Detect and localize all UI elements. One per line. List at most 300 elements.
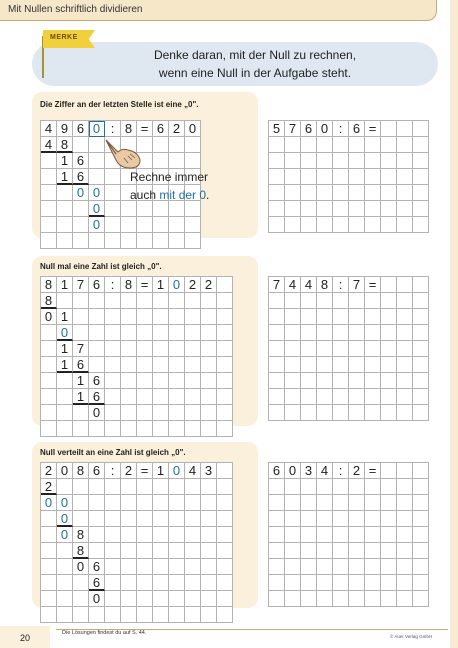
grid-cell bbox=[105, 357, 121, 373]
grid-cell[interactable] bbox=[301, 325, 317, 341]
grid-cell[interactable] bbox=[269, 479, 285, 495]
grid-cell[interactable] bbox=[301, 527, 317, 543]
grid-cell[interactable] bbox=[349, 575, 365, 591]
grid-cell[interactable] bbox=[285, 559, 301, 575]
grid-cell[interactable] bbox=[365, 405, 381, 421]
grid-cell[interactable] bbox=[381, 575, 397, 591]
grid-cell[interactable] bbox=[349, 217, 365, 233]
grid-cell[interactable] bbox=[413, 527, 429, 543]
grid-cell[interactable] bbox=[285, 575, 301, 591]
grid-cell[interactable] bbox=[333, 357, 349, 373]
grid-cell[interactable] bbox=[333, 341, 349, 357]
grid-cell[interactable] bbox=[365, 591, 381, 607]
grid-cell[interactable] bbox=[285, 511, 301, 527]
grid-cell bbox=[169, 293, 185, 309]
grid-cell[interactable] bbox=[381, 405, 397, 421]
grid-cell[interactable] bbox=[349, 357, 365, 373]
grid-cell[interactable] bbox=[333, 153, 349, 169]
grid-cell[interactable] bbox=[317, 527, 333, 543]
grid-cell[interactable] bbox=[285, 405, 301, 421]
grid-cell[interactable] bbox=[397, 201, 413, 217]
grid-cell bbox=[137, 309, 153, 325]
grid-cell bbox=[105, 405, 121, 421]
grid-cell[interactable] bbox=[269, 169, 285, 185]
grid-cell[interactable] bbox=[413, 591, 429, 607]
grid-cell[interactable] bbox=[301, 137, 317, 153]
grid-cell[interactable] bbox=[365, 309, 381, 325]
grid-cell[interactable] bbox=[317, 137, 333, 153]
grid-cell[interactable] bbox=[365, 201, 381, 217]
grid-cell[interactable] bbox=[365, 341, 381, 357]
grid-cell[interactable] bbox=[397, 591, 413, 607]
grid-cell bbox=[169, 511, 185, 527]
grid-cell[interactable] bbox=[269, 309, 285, 325]
grid-cell[interactable] bbox=[285, 169, 301, 185]
grid-cell[interactable] bbox=[333, 559, 349, 575]
grid-cell[interactable] bbox=[333, 217, 349, 233]
grid-cell[interactable] bbox=[269, 543, 285, 559]
grid-cell[interactable] bbox=[381, 495, 397, 511]
grid-cell[interactable] bbox=[381, 325, 397, 341]
grid-cell[interactable] bbox=[381, 373, 397, 389]
grid-cell[interactable] bbox=[285, 479, 301, 495]
grid-cell[interactable] bbox=[413, 217, 429, 233]
grid-cell[interactable] bbox=[285, 309, 301, 325]
grid-cell[interactable] bbox=[317, 341, 333, 357]
grid-cell[interactable] bbox=[349, 559, 365, 575]
grid-cell[interactable] bbox=[317, 495, 333, 511]
grid-cell bbox=[73, 607, 89, 623]
grid-cell: 2 bbox=[121, 463, 137, 479]
grid-cell[interactable] bbox=[285, 137, 301, 153]
grid-cell[interactable] bbox=[349, 591, 365, 607]
grid-cell[interactable] bbox=[349, 325, 365, 341]
grid-cell[interactable] bbox=[333, 185, 349, 201]
grid-cell[interactable] bbox=[349, 389, 365, 405]
grid-cell[interactable] bbox=[397, 479, 413, 495]
grid-cell[interactable] bbox=[397, 153, 413, 169]
grid-cell[interactable] bbox=[413, 341, 429, 357]
grid-cell[interactable]: 6 bbox=[301, 121, 317, 137]
grid-cell[interactable] bbox=[317, 559, 333, 575]
grid-cell[interactable] bbox=[317, 511, 333, 527]
grid-cell bbox=[201, 575, 217, 591]
grid-cell[interactable] bbox=[381, 217, 397, 233]
grid-cell bbox=[73, 575, 89, 591]
section-3-exercise-grid[interactable] bbox=[268, 462, 429, 607]
grid-cell bbox=[41, 591, 57, 607]
grid-cell bbox=[201, 527, 217, 543]
grid-cell[interactable] bbox=[397, 405, 413, 421]
grid-cell[interactable] bbox=[381, 527, 397, 543]
grid-cell[interactable] bbox=[381, 591, 397, 607]
grid-cell bbox=[121, 527, 137, 543]
grid-cell bbox=[89, 357, 105, 373]
grid-cell[interactable] bbox=[381, 185, 397, 201]
grid-cell: : bbox=[105, 121, 121, 137]
grid-cell[interactable] bbox=[365, 543, 381, 559]
grid-cell[interactable] bbox=[381, 389, 397, 405]
grid-cell[interactable] bbox=[333, 389, 349, 405]
grid-cell[interactable] bbox=[285, 373, 301, 389]
grid-cell[interactable] bbox=[381, 277, 397, 293]
grid-cell[interactable] bbox=[413, 575, 429, 591]
grid-cell[interactable] bbox=[397, 185, 413, 201]
grid-cell[interactable] bbox=[301, 479, 317, 495]
grid-cell[interactable] bbox=[397, 389, 413, 405]
grid-cell[interactable] bbox=[269, 405, 285, 421]
grid-cell: 1 bbox=[57, 341, 73, 357]
grid-cell[interactable] bbox=[269, 575, 285, 591]
grid-cell[interactable]: : bbox=[333, 277, 349, 293]
grid-cell[interactable] bbox=[349, 169, 365, 185]
grid-cell[interactable] bbox=[413, 325, 429, 341]
grid-cell[interactable] bbox=[317, 591, 333, 607]
grid-cell bbox=[137, 373, 153, 389]
grid-cell bbox=[137, 233, 153, 249]
grid-cell[interactable] bbox=[413, 543, 429, 559]
grid-cell[interactable] bbox=[413, 559, 429, 575]
grid-cell[interactable] bbox=[317, 185, 333, 201]
grid-cell[interactable] bbox=[349, 405, 365, 421]
grid-cell: 0 bbox=[89, 121, 105, 137]
grid-cell[interactable] bbox=[333, 169, 349, 185]
grid-cell[interactable]: 7 bbox=[285, 121, 301, 137]
grid-cell[interactable] bbox=[349, 373, 365, 389]
grid-cell[interactable]: 8 bbox=[317, 277, 333, 293]
grid-cell[interactable] bbox=[333, 511, 349, 527]
grid-cell[interactable] bbox=[333, 527, 349, 543]
grid-cell[interactable] bbox=[381, 137, 397, 153]
grid-cell[interactable] bbox=[333, 201, 349, 217]
grid-cell[interactable]: 7 bbox=[349, 277, 365, 293]
grid-cell[interactable] bbox=[301, 543, 317, 559]
merke-line-2: wenn eine Null in der Aufgabe steht. bbox=[158, 66, 352, 80]
grid-cell[interactable] bbox=[349, 527, 365, 543]
grid-cell[interactable]: : bbox=[333, 463, 349, 479]
grid-cell[interactable] bbox=[301, 153, 317, 169]
grid-cell[interactable] bbox=[301, 293, 317, 309]
grid-cell[interactable] bbox=[413, 169, 429, 185]
grid-cell[interactable] bbox=[285, 543, 301, 559]
grid-cell[interactable] bbox=[413, 309, 429, 325]
grid-cell bbox=[89, 293, 105, 309]
grid-cell[interactable] bbox=[381, 511, 397, 527]
grid-cell[interactable] bbox=[285, 357, 301, 373]
grid-cell[interactable] bbox=[285, 293, 301, 309]
grid-cell[interactable]: 0 bbox=[317, 121, 333, 137]
grid-cell[interactable] bbox=[317, 373, 333, 389]
grid-cell[interactable] bbox=[269, 527, 285, 543]
grid-cell[interactable] bbox=[317, 543, 333, 559]
grid-cell[interactable] bbox=[333, 479, 349, 495]
grid-cell[interactable] bbox=[365, 495, 381, 511]
grid-cell[interactable] bbox=[397, 543, 413, 559]
grid-cell bbox=[201, 479, 217, 495]
grid-cell bbox=[169, 575, 185, 591]
grid-cell[interactable] bbox=[317, 389, 333, 405]
grid-cell: 6 bbox=[73, 153, 89, 169]
grid-cell bbox=[57, 559, 73, 575]
grid-cell[interactable] bbox=[317, 357, 333, 373]
grid-cell[interactable] bbox=[349, 293, 365, 309]
grid-cell[interactable]: 2 bbox=[349, 463, 365, 479]
grid-cell[interactable] bbox=[269, 591, 285, 607]
grid-cell[interactable] bbox=[269, 341, 285, 357]
grid-cell[interactable] bbox=[301, 169, 317, 185]
grid-cell[interactable] bbox=[365, 389, 381, 405]
grid-cell[interactable] bbox=[333, 309, 349, 325]
grid-cell[interactable] bbox=[349, 543, 365, 559]
grid-cell[interactable] bbox=[333, 591, 349, 607]
grid-cell[interactable] bbox=[365, 325, 381, 341]
grid-cell[interactable] bbox=[301, 511, 317, 527]
grid-cell[interactable] bbox=[381, 543, 397, 559]
grid-cell bbox=[57, 373, 73, 389]
grid-cell[interactable] bbox=[397, 463, 413, 479]
grid-cell[interactable] bbox=[301, 559, 317, 575]
grid-cell[interactable] bbox=[269, 389, 285, 405]
grid-cell[interactable] bbox=[397, 325, 413, 341]
grid-cell[interactable] bbox=[349, 309, 365, 325]
grid-cell[interactable] bbox=[413, 153, 429, 169]
grid-cell[interactable] bbox=[365, 575, 381, 591]
grid-cell[interactable]: 6 bbox=[349, 121, 365, 137]
grid-cell[interactable] bbox=[317, 309, 333, 325]
grid-cell[interactable] bbox=[269, 559, 285, 575]
grid-cell[interactable] bbox=[333, 137, 349, 153]
grid-cell[interactable] bbox=[413, 137, 429, 153]
grid-cell[interactable] bbox=[285, 591, 301, 607]
section-2-exercise-grid[interactable] bbox=[268, 276, 429, 421]
grid-cell bbox=[201, 511, 217, 527]
grid-cell[interactable] bbox=[269, 153, 285, 169]
grid-cell[interactable] bbox=[269, 325, 285, 341]
grid-cell: 2 bbox=[41, 479, 57, 495]
grid-cell[interactable] bbox=[349, 185, 365, 201]
grid-cell[interactable] bbox=[301, 389, 317, 405]
grid-cell[interactable] bbox=[381, 169, 397, 185]
grid-cell[interactable] bbox=[269, 201, 285, 217]
grid-cell[interactable] bbox=[413, 463, 429, 479]
grid-cell[interactable] bbox=[413, 373, 429, 389]
grid-cell[interactable] bbox=[397, 357, 413, 373]
grid-cell bbox=[169, 559, 185, 575]
grid-cell bbox=[153, 217, 169, 233]
grid-cell[interactable] bbox=[269, 185, 285, 201]
grid-cell[interactable]: 4 bbox=[301, 277, 317, 293]
grid-cell[interactable]: = bbox=[365, 463, 381, 479]
grid-cell[interactable] bbox=[317, 325, 333, 341]
grid-cell bbox=[137, 217, 153, 233]
grid-cell[interactable] bbox=[269, 373, 285, 389]
grid-cell[interactable] bbox=[333, 293, 349, 309]
grid-cell[interactable] bbox=[397, 373, 413, 389]
grid-cell[interactable] bbox=[365, 153, 381, 169]
grid-cell[interactable] bbox=[269, 137, 285, 153]
grid-cell[interactable] bbox=[413, 201, 429, 217]
grid-cell[interactable] bbox=[397, 527, 413, 543]
grid-cell[interactable]: 7 bbox=[269, 277, 285, 293]
grid-cell[interactable] bbox=[413, 389, 429, 405]
grid-cell[interactable] bbox=[365, 217, 381, 233]
grid-cell[interactable] bbox=[317, 217, 333, 233]
grid-cell[interactable] bbox=[285, 325, 301, 341]
grid-cell[interactable]: : bbox=[333, 121, 349, 137]
grid-cell[interactable] bbox=[301, 575, 317, 591]
grid-cell[interactable] bbox=[349, 201, 365, 217]
grid-cell[interactable] bbox=[301, 201, 317, 217]
grid-cell[interactable] bbox=[349, 341, 365, 357]
section-1-exercise-grid[interactable] bbox=[268, 120, 429, 233]
grid-cell[interactable] bbox=[397, 169, 413, 185]
grid-cell[interactable] bbox=[301, 495, 317, 511]
grid-cell[interactable] bbox=[349, 495, 365, 511]
grid-cell[interactable] bbox=[365, 511, 381, 527]
grid-cell[interactable] bbox=[397, 575, 413, 591]
grid-cell[interactable] bbox=[365, 185, 381, 201]
grid-cell[interactable] bbox=[365, 137, 381, 153]
grid-cell[interactable] bbox=[381, 341, 397, 357]
grid-cell[interactable] bbox=[317, 479, 333, 495]
grid-cell bbox=[89, 137, 105, 153]
grid-cell bbox=[73, 421, 89, 437]
grid-cell[interactable] bbox=[317, 201, 333, 217]
grid-cell[interactable] bbox=[413, 511, 429, 527]
grid-cell[interactable]: 0 bbox=[285, 463, 301, 479]
grid-cell[interactable] bbox=[365, 373, 381, 389]
grid-cell[interactable] bbox=[285, 495, 301, 511]
grid-cell[interactable] bbox=[285, 389, 301, 405]
grid-cell[interactable] bbox=[397, 217, 413, 233]
grid-cell[interactable] bbox=[269, 511, 285, 527]
grid-cell[interactable]: 4 bbox=[285, 277, 301, 293]
grid-cell[interactable] bbox=[397, 511, 413, 527]
grid-cell[interactable] bbox=[301, 185, 317, 201]
grid-cell[interactable] bbox=[301, 373, 317, 389]
grid-cell[interactable] bbox=[397, 341, 413, 357]
grid-cell[interactable] bbox=[397, 293, 413, 309]
grid-cell[interactable] bbox=[381, 201, 397, 217]
grid-cell[interactable] bbox=[333, 495, 349, 511]
grid-cell bbox=[153, 325, 169, 341]
grid-cell[interactable] bbox=[285, 201, 301, 217]
grid-cell[interactable] bbox=[285, 527, 301, 543]
grid-cell[interactable] bbox=[301, 405, 317, 421]
grid-cell[interactable] bbox=[413, 357, 429, 373]
grid-cell[interactable] bbox=[301, 357, 317, 373]
grid-cell[interactable] bbox=[365, 479, 381, 495]
grid-cell[interactable] bbox=[349, 479, 365, 495]
grid-cell[interactable] bbox=[269, 495, 285, 511]
grid-cell[interactable] bbox=[301, 217, 317, 233]
grid-cell[interactable] bbox=[381, 121, 397, 137]
grid-cell[interactable] bbox=[381, 463, 397, 479]
grid-cell[interactable] bbox=[365, 293, 381, 309]
grid-cell[interactable] bbox=[365, 527, 381, 543]
grid-cell[interactable] bbox=[381, 309, 397, 325]
grid-cell[interactable] bbox=[381, 479, 397, 495]
grid-cell[interactable] bbox=[413, 293, 429, 309]
grid-cell[interactable] bbox=[397, 495, 413, 511]
grid-cell[interactable]: = bbox=[365, 121, 381, 137]
grid-cell: 4 bbox=[41, 137, 57, 153]
grid-cell[interactable] bbox=[333, 325, 349, 341]
grid-cell[interactable] bbox=[397, 137, 413, 153]
grid-cell[interactable] bbox=[397, 277, 413, 293]
grid-cell bbox=[105, 185, 121, 201]
grid-cell[interactable] bbox=[285, 153, 301, 169]
grid-cell[interactable] bbox=[317, 169, 333, 185]
grid-cell[interactable] bbox=[285, 185, 301, 201]
grid-cell[interactable] bbox=[381, 357, 397, 373]
grid-cell bbox=[201, 543, 217, 559]
grid-cell[interactable] bbox=[413, 121, 429, 137]
grid-cell[interactable] bbox=[381, 293, 397, 309]
grid-cell[interactable] bbox=[413, 495, 429, 511]
grid-cell[interactable] bbox=[349, 137, 365, 153]
grid-cell[interactable] bbox=[365, 559, 381, 575]
grid-cell[interactable] bbox=[381, 153, 397, 169]
grid-cell[interactable] bbox=[413, 479, 429, 495]
grid-cell[interactable] bbox=[397, 559, 413, 575]
grid-cell[interactable] bbox=[413, 405, 429, 421]
grid-cell[interactable] bbox=[317, 575, 333, 591]
grid-cell bbox=[217, 341, 233, 357]
grid-cell[interactable] bbox=[333, 543, 349, 559]
grid-cell[interactable] bbox=[269, 293, 285, 309]
grid-cell[interactable]: 5 bbox=[269, 121, 285, 137]
grid-cell[interactable] bbox=[365, 357, 381, 373]
grid-cell[interactable] bbox=[301, 341, 317, 357]
grid-cell bbox=[217, 309, 233, 325]
grid-cell[interactable] bbox=[397, 121, 413, 137]
grid-cell bbox=[121, 373, 137, 389]
grid-cell[interactable] bbox=[413, 185, 429, 201]
grid-cell: 0 bbox=[57, 325, 73, 341]
grid-cell[interactable] bbox=[413, 277, 429, 293]
grid-cell[interactable] bbox=[285, 341, 301, 357]
grid-cell[interactable]: 3 bbox=[301, 463, 317, 479]
grid-cell[interactable] bbox=[333, 373, 349, 389]
grid-cell bbox=[105, 591, 121, 607]
grid-cell[interactable] bbox=[285, 217, 301, 233]
grid-cell[interactable] bbox=[269, 217, 285, 233]
grid-cell bbox=[137, 511, 153, 527]
grid-cell bbox=[105, 389, 121, 405]
grid-cell[interactable] bbox=[397, 309, 413, 325]
grid-cell[interactable] bbox=[301, 591, 317, 607]
grid-cell[interactable]: = bbox=[365, 277, 381, 293]
grid-cell[interactable] bbox=[269, 357, 285, 373]
grid-cell bbox=[89, 325, 105, 341]
grid-cell bbox=[169, 217, 185, 233]
grid-cell[interactable] bbox=[333, 575, 349, 591]
grid-cell[interactable] bbox=[301, 309, 317, 325]
grid-cell[interactable] bbox=[349, 153, 365, 169]
grid-cell[interactable] bbox=[317, 405, 333, 421]
grid-cell[interactable] bbox=[333, 405, 349, 421]
grid-cell[interactable] bbox=[317, 293, 333, 309]
grid-cell[interactable] bbox=[317, 153, 333, 169]
grid-cell[interactable]: 4 bbox=[317, 463, 333, 479]
grid-cell[interactable]: 6 bbox=[269, 463, 285, 479]
grid-cell[interactable] bbox=[365, 169, 381, 185]
grid-cell[interactable] bbox=[349, 511, 365, 527]
grid-cell bbox=[169, 405, 185, 421]
grid-cell bbox=[153, 137, 169, 153]
grid-cell[interactable] bbox=[381, 559, 397, 575]
